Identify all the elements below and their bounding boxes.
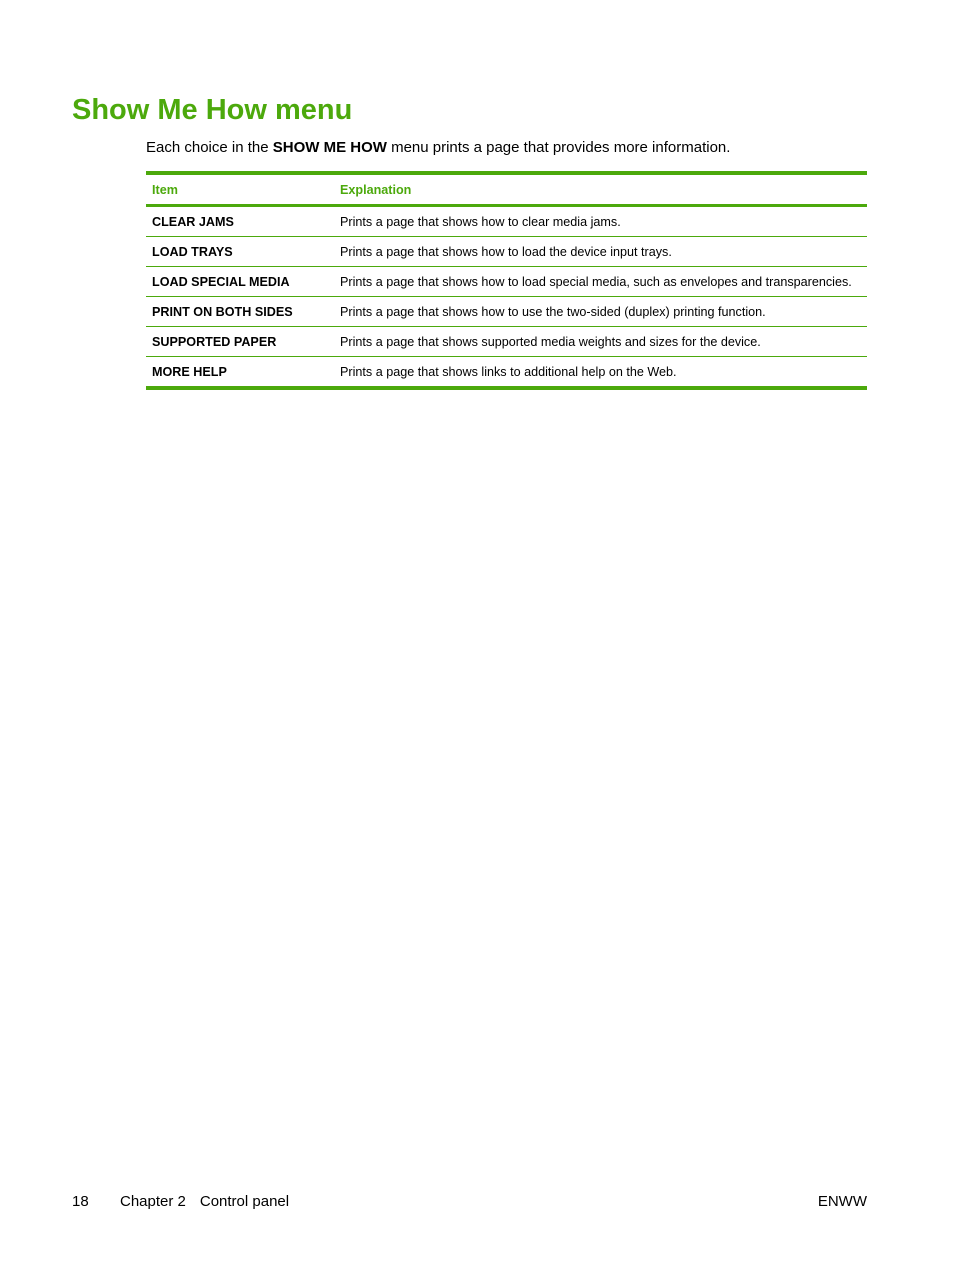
table-row (146, 206, 867, 237)
table-row (146, 237, 867, 267)
footer-section: Control panel (199, 1193, 290, 1210)
row-explanation: Prints a page that shows how to use the two-sided (duplex) printing function. (334, 297, 867, 327)
table-row (146, 297, 867, 327)
intro-text-before: Each choice in the (146, 139, 273, 156)
row-item: CLEAR JAMS (152, 214, 234, 229)
page-footer-right: ENWW (817, 1193, 867, 1210)
page-title: Show Me How menu (72, 94, 353, 126)
header-item: Item (146, 173, 334, 206)
table-row (146, 357, 867, 389)
row-explanation: Prints a page that shows how to load the device input trays. (334, 237, 867, 267)
intro-paragraph (146, 138, 730, 158)
row-item: SUPPORTED PAPER (146, 327, 334, 357)
intro-text-after: menu prints a page that provides more information. (386, 139, 731, 156)
header-explanation: Explanation (334, 173, 867, 206)
row-explanation: Prints a page that shows how to load special media, such as envelopes and transparencies. (334, 267, 867, 297)
table-row (146, 327, 867, 357)
table-row (146, 267, 867, 297)
intro-menu-name: SHOW ME HOW (272, 139, 387, 156)
row-item: LOAD TRAYS (146, 237, 334, 267)
footer-chapter: Chapter 2 (120, 1193, 186, 1210)
row-explanation: Prints a page that shows how to clear media jams. (340, 214, 621, 229)
page-footer-left (72, 1192, 289, 1212)
row-explanation: Prints a page that shows supported media weights and sizes for the device. (334, 327, 867, 357)
row-item: LOAD SPECIAL MEDIA (146, 267, 334, 297)
show-me-how-table (146, 171, 867, 390)
page-number: 18 (72, 1193, 89, 1210)
row-explanation: Prints a page that shows links to additional help on the Web. (334, 357, 867, 389)
row-item: PRINT ON BOTH SIDES (146, 297, 334, 327)
row-item: MORE HELP (146, 357, 334, 389)
table-header-row (146, 173, 867, 206)
